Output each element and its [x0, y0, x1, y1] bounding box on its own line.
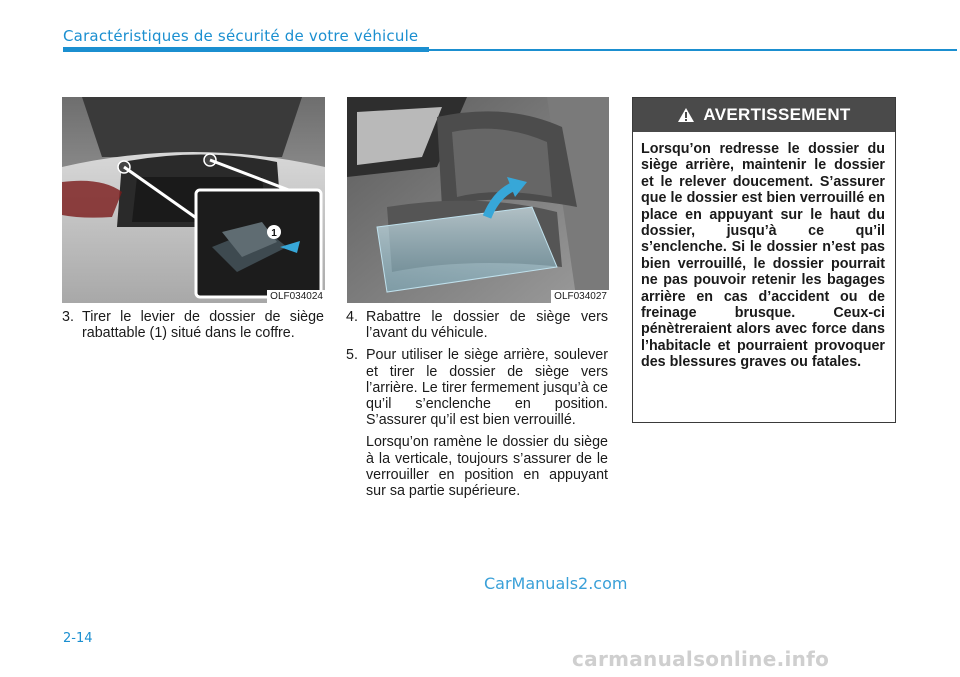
step-5-note: Lorsqu’on ramène le dossier du siège à la verticale, toujours s’assurer de le verrouiller en position en appuyant sur sa partie supérieure.: [366, 434, 608, 500]
page-number: 2-14: [63, 631, 93, 646]
step-text: Tirer le levier de dossier de siège rabattable (1) situé dans le coffre.: [82, 309, 324, 342]
rear-seat-illustration: [347, 97, 609, 303]
middle-column: [346, 309, 608, 499]
step-number: 5.: [346, 347, 358, 364]
figure-trunk-lever: [62, 97, 325, 303]
step-3: [62, 309, 324, 341]
figure-code: OLF034024: [267, 290, 325, 303]
step-number: 4.: [346, 309, 358, 325]
trunk-illustration: [62, 97, 325, 303]
footer-logo: carmanualsonline.info: [572, 647, 830, 671]
step-number: 3.: [62, 309, 74, 325]
warning-header: [633, 98, 895, 132]
header-rule-thin: [429, 49, 957, 51]
step-text: Pour utiliser le siège arrière, soulever et tirer le dossier de siège vers l’arrière. Le tirer fermement jusqu’à ce qu’il s’enclenche en position. S’assurer qu’il est bien verrouillé.: [366, 347, 608, 429]
header-rule: [63, 47, 429, 52]
warning-box: [632, 97, 896, 423]
left-column: [62, 309, 324, 347]
warning-text: Lorsqu’on redresse le dossier du siège arrière, maintenir le dossier et le relever doucement. S’assurer que le dossier est bien verrouillé en place en appuyant sur le haut du dossier, jusqu’à ce qu’il s’enclenche. Si le dossier n’est pas bien verrouillé, le dossier pourrait ne pas pouvoir retenir les bagages arrière en cas d’accident ou de freinage brusque. Ceux-ci pénètreraient alors avec force dans l’habitacle et pourraient provoquer des blessures graves ou fatales.: [641, 141, 885, 371]
step-5: [346, 347, 608, 428]
callout-number: 1: [271, 228, 277, 239]
figure-code: OLF034027: [551, 290, 609, 303]
figure-rear-seat: [347, 97, 609, 303]
warning-triangle-icon: [677, 107, 695, 123]
section-title: Caractéristiques de sécurité de votre véhicule: [63, 27, 419, 45]
step-4: [346, 309, 608, 341]
warning-title: AVERTISSEMENT: [703, 105, 851, 124]
watermark: CarManuals2.com: [484, 574, 628, 593]
step-text: Rabattre le dossier de siège vers l’avant du véhicule.: [366, 309, 608, 342]
